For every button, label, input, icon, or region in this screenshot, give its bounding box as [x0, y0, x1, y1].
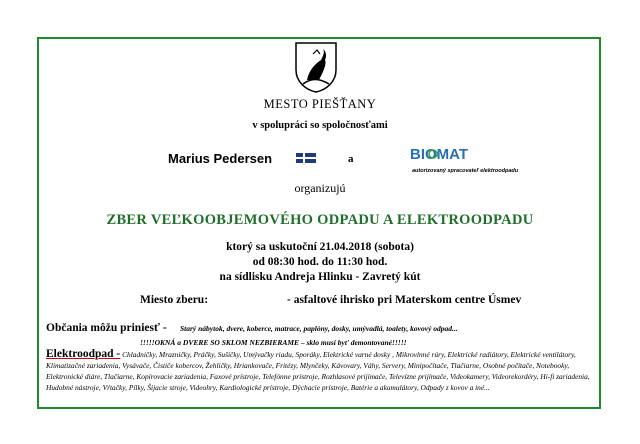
and-text: a [348, 153, 354, 165]
place-label: Miesto zberu: [140, 294, 209, 306]
cooperation-text: v spolupráci so spoločnosťami [252, 120, 388, 131]
biomat-logo-text: BIOMAT [410, 146, 469, 163]
biomat-logo [410, 145, 510, 163]
event-location: na sídlisku Andreja Hlinku - Zavretý kút [219, 271, 421, 283]
electro-items: Chladničky, Mrazničky, Práčky, Sušičky, Umývačky riadu, Sporáky, Elektrické varné dosky , Mikrovlnné rúry, Elektrické radiátory, Elektrické ventilátory, Klimatizačné zariadenia, Vysávače, Čističe kobercov, Žehličky, Hriankovače, Fritézy, Mlynčeky, Kávovary, Váhy, Servery, Minipočítače, Tlačiarne, Osobné počítače, Notebooky, Elektronické diáre, Tlačiarne, Kopírovacie zariadenia, Faxové prístroje, Telefónne prístroje, Rozhlasové prijímače, Televízne prijímače, Videokamery, Videorekordéry, Hi-fi zariadenia, Hudobné nástroje, Vŕtačky, Pílky, Šijacie stroje, Videohry, Kardiologické prístroje, Dýchacie prístroje, Batérie a akumulátory, Odpady z kovov a iné... [46, 350, 590, 392]
event-title: ZBER VEĽKOOBJEMOVÉHO ODPADU A ELEKTROODPADU [106, 212, 534, 228]
electro-section [46, 349, 594, 393]
place-value: - asfaltové ihrisko pri Materskom centre Úsmev [287, 294, 522, 306]
marius-pedersen-flag-icon [296, 153, 316, 163]
biomat-tagline: autorizovaný spracovateľ elektroodpadu [412, 168, 519, 174]
windows-warning: !!!!!OKNÁ a DVERE SO SKLOM NEZBIERAME – sklo musí byť demontované!!!!! [140, 338, 407, 347]
citizens-heading: Občania môžu priniesť - [46, 322, 167, 334]
event-time: od 08:30 hod. do 11:30 hod. [252, 256, 388, 268]
organizes-text: organizujú [294, 181, 346, 195]
city-crest-icon [293, 40, 339, 94]
marius-pedersen-logo: Marius Pedersen [168, 151, 273, 166]
citizens-items: Starý nábytok, dvere, koberce, matrace, paplóny, dosky, umývadlá, toalety, kovový odpad... [180, 324, 458, 333]
city-name: MESTO PIEŠŤANY [263, 97, 377, 111]
electro-heading: Elektroodpad - [46, 348, 121, 360]
event-date: ktorý sa uskutoční 21.04.2018 (sobota) [226, 241, 414, 253]
